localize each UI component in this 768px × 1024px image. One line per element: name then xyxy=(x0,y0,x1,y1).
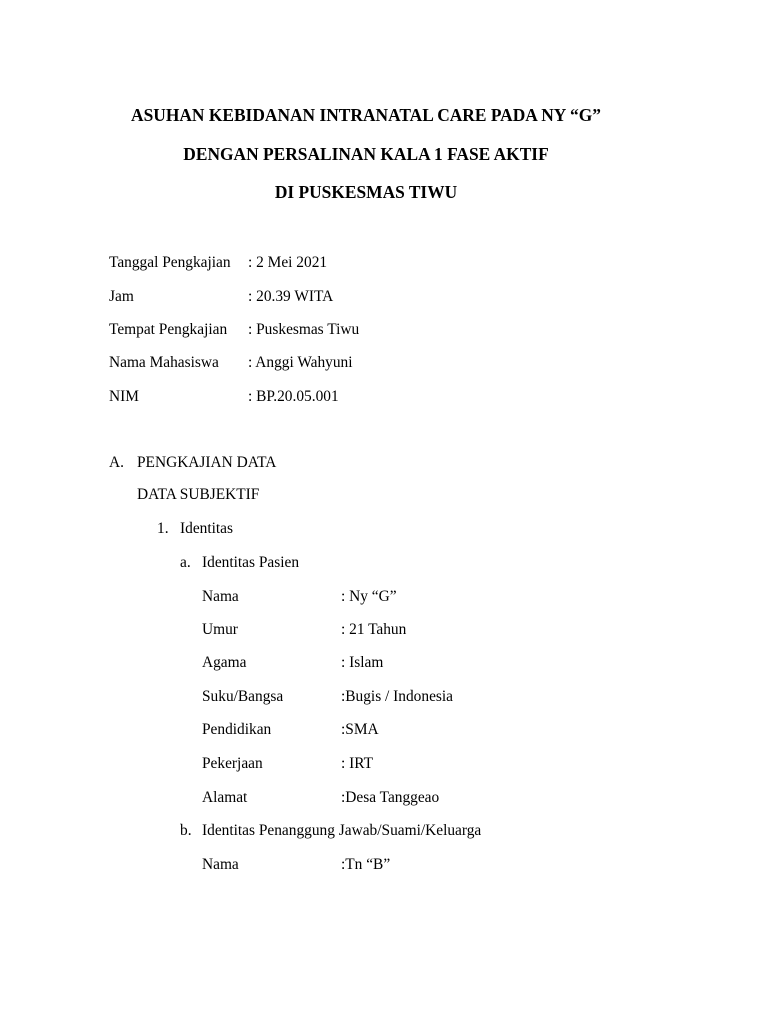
info-label: Jam xyxy=(109,288,134,305)
info-label: Tempat Pengkajian xyxy=(109,321,228,338)
info-label: Tanggal Pengkajian xyxy=(109,254,231,271)
guardian-field-value: :Tn “B” xyxy=(341,856,391,873)
patient-field-label: Alamat xyxy=(202,789,248,806)
document-title-line-3: DI PUSKESMAS TIWU xyxy=(274,182,458,202)
patient-field-label: Umur xyxy=(202,621,238,638)
item-1-marker: 1. xyxy=(157,520,169,537)
section-a-marker: A. xyxy=(109,454,124,471)
patient-field-label: Pekerjaan xyxy=(202,755,263,772)
document-title-line-2: DENGAN PERSALINAN KALA 1 FASE AKTIF xyxy=(183,144,549,164)
sub-b-label: Identitas Penanggung Jawab/Suami/Keluarga xyxy=(202,822,482,839)
patient-field-label: Nama xyxy=(202,588,239,605)
sub-b-marker: b. xyxy=(180,822,192,839)
info-value: : 2 Mei 2021 xyxy=(248,254,328,271)
patient-field-value: : Islam xyxy=(341,654,384,671)
guardian-field-label: Nama xyxy=(202,856,239,873)
info-value: : BP.20.05.001 xyxy=(248,388,339,405)
section-a-subheading: DATA SUBJEKTIF xyxy=(137,486,260,503)
sub-a-marker: a. xyxy=(180,554,191,571)
info-value: : Anggi Wahyuni xyxy=(248,354,353,371)
patient-field-value: :Desa Tanggeao xyxy=(341,789,440,806)
info-value: : 20.39 WITA xyxy=(248,288,334,305)
info-value: : Puskesmas Tiwu xyxy=(248,321,360,338)
patient-field-value: : 21 Tahun xyxy=(341,621,407,638)
document-title-line-1: ASUHAN KEBIDANAN INTRANATAL CARE PADA NY “G” xyxy=(131,105,601,125)
section-a-heading: PENGKAJIAN DATA xyxy=(137,454,277,471)
patient-field-label: Suku/Bangsa xyxy=(202,688,284,705)
info-label: Nama Mahasiswa xyxy=(109,354,219,371)
patient-field-value: :Bugis / Indonesia xyxy=(341,688,454,705)
patient-field-value: : Ny “G” xyxy=(341,588,397,605)
sub-a-label: Identitas Pasien xyxy=(202,554,300,571)
patient-field-value: :SMA xyxy=(341,721,379,738)
patient-field-value: : IRT xyxy=(341,755,373,772)
info-label: NIM xyxy=(109,388,139,405)
item-1-label: Identitas xyxy=(180,520,233,537)
patient-field-label: Agama xyxy=(202,654,247,671)
patient-field-label: Pendidikan xyxy=(202,721,272,738)
